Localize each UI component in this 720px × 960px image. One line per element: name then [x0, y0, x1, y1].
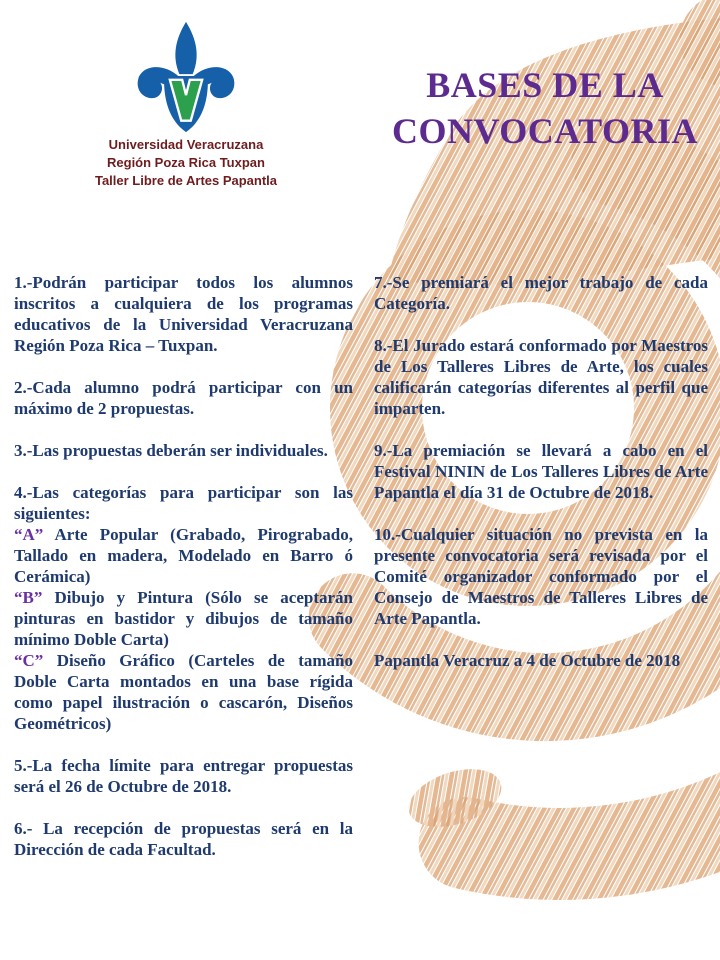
- university-brand-block: [85, 20, 287, 190]
- closing-date-line: Papantla Veracruz a 4 de Octubre de 2018: [374, 651, 681, 670]
- category-a: [14, 524, 353, 587]
- category-a-letter: “A”: [14, 525, 44, 544]
- institution-line-3: Taller Libre de Artes Papantla: [94, 173, 278, 188]
- rule-item-4-intro: 4.-Las categorías para participar son las siguientes:: [14, 483, 353, 523]
- category-c-letter: “C”: [14, 651, 44, 670]
- institution-line-2: Región Poza Rica Tuxpan: [107, 155, 265, 170]
- title-line-2: CONVOCATORIA: [392, 111, 698, 151]
- page-title: [380, 62, 710, 154]
- institution-text: [85, 136, 287, 190]
- title-line-1: BASES DE LA: [426, 65, 664, 105]
- rule-item-1: 1.-Podrán participar todos los alumnos inscritos a cualquiera de los programas educativos de la Universidad Veracruzana Región Poza Rica – Tuxpan.: [14, 273, 353, 355]
- category-a-text: Arte Popular (Grabado, Pirograbado, Tallado en madera, Modelado en Barro ó Cerámica): [14, 525, 353, 586]
- universidad-veracruzana-logo-icon: [127, 20, 245, 134]
- rule-item-6: 6.- La recepción de propuestas será en la Dirección de cada Facultad.: [14, 819, 353, 859]
- rule-item-8: 8.-El Jurado estará conformado por Maestros de Los Talleres Libres de Arte, los cuales calificarán categorías diferentes al perfil que imparten.: [374, 336, 708, 418]
- rule-item-5: 5.-La fecha límite para entregar propuestas será el 26 de Octubre de 2018.: [14, 756, 353, 796]
- rule-item-4: [14, 482, 353, 734]
- category-c-text: Diseño Gráfico (Carteles de tamaño Doble Carta montados en una base rígida como papel ilustración o cascarón, Diseños Geométricos): [14, 651, 354, 733]
- rule-item-2: 2.-Cada alumno podrá participar con un máximo de 2 propuestas.: [14, 378, 353, 418]
- rules-column-left: [14, 272, 353, 881]
- rule-item-10: 10.-Cualquier situación no prevista en la presente convocatoria será revisada por el Comité organizador conformado por el Consejo de Maestros de Talleres Libres de Arte Papantla.: [374, 525, 708, 628]
- institution-line-1: Universidad Veracruzana: [108, 137, 264, 152]
- category-b-text: Dibujo y Pintura (Sólo se aceptarán pinturas en bastidor y dibujos de tamaño mínimo Doble Carta): [14, 588, 353, 649]
- rule-item-7: 7.-Se premiará el mejor trabajo de cada Categoría.: [374, 273, 708, 313]
- rules-column-right: [374, 272, 708, 692]
- rule-item-3: 3.-Las propuestas deberán ser individuales.: [14, 441, 328, 460]
- category-b-letter: “B”: [14, 588, 43, 607]
- category-b: [14, 587, 353, 650]
- rule-item-9: 9.-La premiación se llevará a cabo en el Festival NININ de Los Talleres Libres de Arte Papantla el día 31 de Octubre de 2018.: [374, 441, 708, 502]
- category-c: [14, 650, 353, 734]
